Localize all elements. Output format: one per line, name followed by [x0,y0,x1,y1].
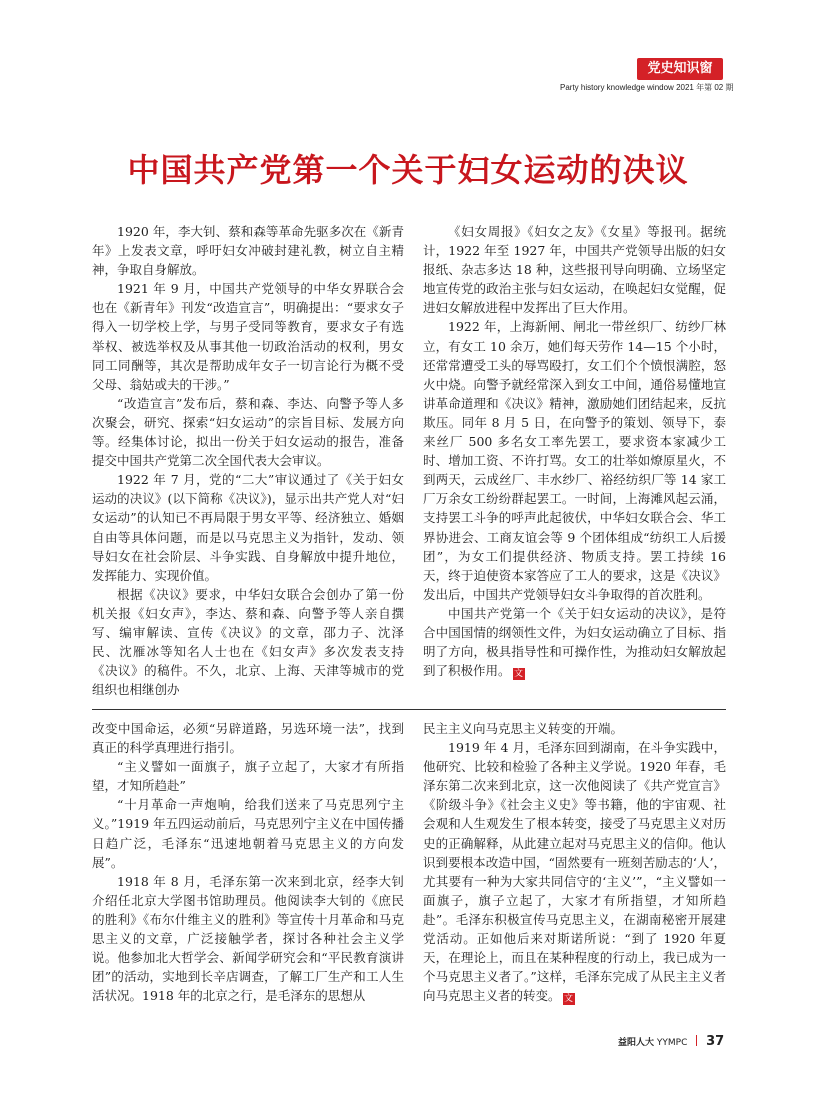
end-mark-icon: 文 [514,669,524,680]
paragraph: 1920 年，李大钊、蔡和森等革命先驱多次在《新青年》上发表文章，呼吁妇女冲破封建礼教，树立自主精神，争取自身解放。 [92,224,404,278]
page-number: 37 [706,1034,725,1049]
paragraph: 1922 年，上海新闸、闸北一带丝织厂、纺纱厂林立，有女工 10 余万，她们每天劳作 14—15 个小时，还常常遭受工头的辱骂殴打，女工们个个愤恨满腔，怒火中烧。向警予就经常深入到女工中间，通俗易懂地宣讲革命道理和《决议》精神，激励她们团结起来，反抗欺压。同年 8 月 5 日，在向警予的策划、领导下，泰来丝厂 500 多名女工率先罢工，要求资本家减少工时、增加工资、不许打骂。女工的壮举如燎原星火，不到两天，云成丝厂、丰水纱厂、裕经纺织厂等 14 家工厂万余女工纷纷群起罢工。一时间，上海滩风起云涌，支持罢工斗争的呼声此起彼伏，中华妇女联合会、华工界协进会、工商友谊会等 9 个团体组成“纺织工人后援团”，为女工们提供经济、物质支持。罢工持续 16 天，终于迫使资本家答应了工人的要求，这是《决议》发出后，中国共产党领导妇女斗争取得的首次胜利。 [423,319,726,602]
paragraph: 民主主义向马克思主义转变的开端。 [423,721,624,736]
end-mark-icon: 文 [564,994,574,1005]
article-bottom-left-column [92,719,404,1005]
magazine-abbr: YYMPC [656,1038,688,1048]
section-divider [92,709,726,710]
quote-paragraph: “主义譬如一面旗子，旗子立起了，大家才有所指望，才知所趋赴” [92,759,404,794]
paragraph-text: 中国共产党第一个《关于妇女运动的决议》，是符合中国国情的纲领性文件，为妇女运动确立了目标、指明了方向，极具指导性和可操作性，为推动妇女解放起到了积极作用。 [423,605,726,679]
issue-line [560,81,734,95]
issue-number: 2021 年第 02 期 [676,83,734,92]
quote-paragraph: “十月革命一声炮响，给我们送来了马克思列宁主义。”1919 年五四运动前后，马克思列宁主义在中国传播日趋广泛，毛泽东“迅速地朝着马克思主义的方向发展”。 [92,797,404,870]
article-bottom-right-column [423,719,726,1005]
article-top-right-column [423,222,726,680]
footer-separator [696,1035,697,1046]
page-footer [618,1034,728,1050]
paragraph: 根据《决议》要求，中华妇女联合会创办了第一份机关报《妇女声》，李达、蔡和森、向警予等人亲自撰写、编审解读、宣传《决议》的文章，邵力子、沈泽民、沈雁冰等知名人士也在《妇女声》多次发表支持《决议》的稿件。不久，北京、上海、天津等城市的党组织也相继创办 [92,586,404,698]
paragraph: 1918 年 8 月，毛泽东第一次来到北京，经李大钊介绍任北京大学图书馆助理员。他阅读李大钊的《庶民的胜利》《布尔什维主义的胜利》等宣传十月革命和马克思主义的文章，广泛接触学者，探讨各种社会主义学说。他参加北大哲学会、新闻学研究会和“平民教育演讲团”的活动，实地到长辛店调查，了解工厂生产和工人生活状况。1918 年的北京之行，是毛泽东的思想从 [92,873,404,1004]
magazine-name: 益阳人大 [618,1038,655,1048]
paragraph-text: 1919 年 4 月，毛泽东回到湖南，在斗争实践中，他研究、比较和检验了各种主义学说。1920 年春，毛泽东第二次来到北京，这一次他阅读了《共产党宣言》《阶级斗争》《社会主义史》等书籍，他的宇宙观、社会观和人生观发生了根本转变，接受了马克思主义对历史的正确解释，从此建立起对马克思主义的信仰。他认识到要根本改造中国，“固然要有一班刻苦励志的‘人’，尤其要有一种为大家共同信守的‘主义’”，“主义譬如一面旗子，旗子立起了，大家才有所指望，才知所趋赴”。毛泽东积极宣传马克思主义，在湖南秘密开展建党活动。正如他后来对斯诺所说：“到了 1920 年夏天，在理论上，而且在某种程度的行动上，我已成为一个马克思主义者了。”这样，毛泽东完成了从民主主义者向马克思主义者的转变。 [423,740,726,1004]
paragraph [423,738,726,1005]
header-subtitle: Party history knowledge window [560,83,674,92]
paragraph: 1921 年 9 月，中国共产党领导的中华女界联合会也在《新青年》刊发“改造宣言”，明确提出：“要求女子得入一切学校上学，与男子受同等教育，要求女子有选举权、被选举权及从事其他一切政治活动的权利，男女同工同酬等，其次是帮助成年女子一切言论行为概不受父母、翁姑或夫的干涉。” [92,281,404,392]
article-title: 中国共产党第一个关于妇女运动的决议 [127,151,689,189]
article-top-left-column [92,222,404,699]
paragraph: 《妇女周报》《妇女之友》《女星》等报刊。据统计，1922 年至 1927 年，中国共产党领导出版的妇女报纸、杂志多达 18 种，这些报刊导向明确、立场坚定地宣传党的政治主张与妇女运动，在唤起妇女觉醒，促进妇女解放进程中发挥出了巨大作用。 [423,224,726,316]
paragraph: 1922 年 7 月，党的“二大”审议通过了《关于妇女运动的决议》(以下简称《决议》)，显示出共产党人对“妇女运动”的认知已不再局限于男女平等、经济独立、婚姻自由等具体问题，而是以马克思主义为指针，发动、领导妇女在社会阶层、斗争实践、自身解放中提升地位，发挥能力、实现价值。 [92,472,404,583]
paragraph: 改变中国命运，必须“另辟道路，另选环境一法”，找到真正的科学真理进行指引。 [92,721,404,756]
paragraph: “改造宣言”发布后，蔡和森、李达、向警予等人多次聚会，研究、探索“妇女运动”的宗旨目标、发展方向等。经集体讨论，拟出一份关于妇女运动的报告，准备提交中国共产党第二次全国代表大会审议。 [92,395,404,469]
section-badge: 党史知识窗 [637,58,723,80]
paragraph [423,604,726,680]
